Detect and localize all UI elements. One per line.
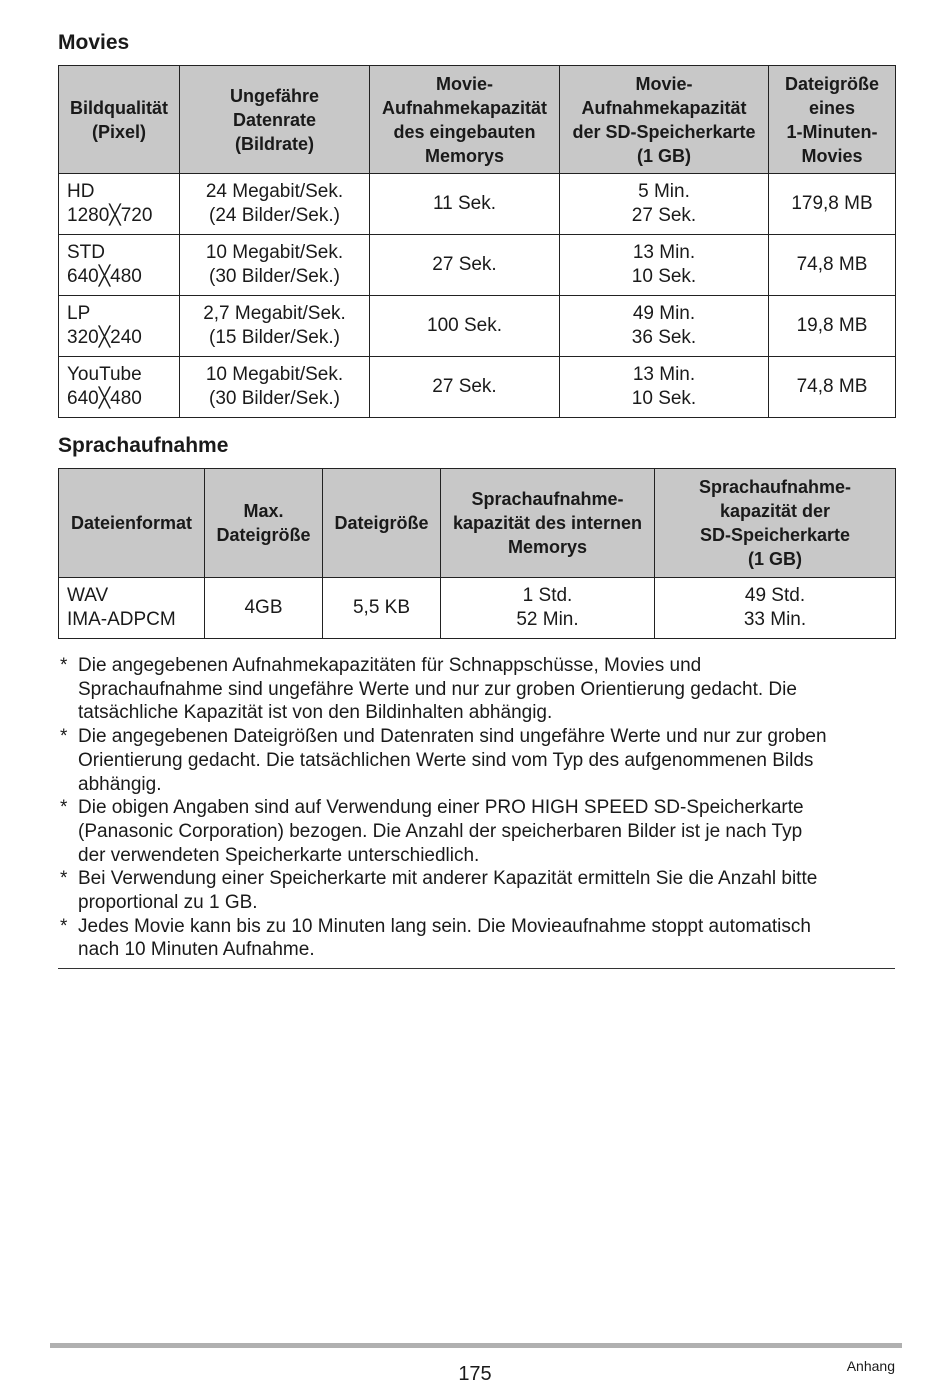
header-line: Max. (243, 501, 284, 521)
cell-line: 179,8 MB (791, 193, 873, 214)
header-line: der SD-Speicherkarte (572, 121, 756, 142)
footnote-marker: * (60, 915, 68, 937)
column-header (180, 66, 370, 174)
header-line: Movie- (435, 73, 493, 94)
table-cell (180, 235, 370, 296)
header-line: Dateigröße (216, 525, 311, 545)
table-header-row (59, 469, 896, 578)
table-cell (560, 357, 769, 418)
column-header (205, 469, 323, 578)
table-header-row (59, 66, 896, 174)
section-label: Anhang (846, 1358, 895, 1374)
header-line: (Bildrate) (234, 133, 314, 154)
cell-line: 36 Sek. (631, 327, 697, 348)
cell-line: LP (67, 303, 91, 324)
header-line: Aufnahmekapazität (581, 97, 747, 118)
cell-line: 10 Sek. (631, 266, 697, 287)
cell-line: 13 Min. (632, 364, 696, 385)
table-cell (59, 296, 180, 357)
cell-line: 10 Megabit/Sek. (205, 242, 344, 263)
sprachaufnahme-table (58, 468, 896, 639)
footnote-marker: * (60, 868, 68, 890)
table-cell (180, 357, 370, 418)
cell-line: WAV (67, 585, 109, 606)
table-row (59, 578, 896, 639)
cell-line: 33 Min. (743, 609, 807, 630)
header-line: (1 GB) (637, 145, 691, 166)
cell-line: 27 Sek. (631, 205, 697, 226)
cell-line: 19,8 MB (796, 315, 868, 336)
header-line: 1-Minuten- (786, 121, 878, 142)
cell-line: 49 Min. (632, 303, 696, 324)
cell-line: 5 Min. (638, 181, 690, 202)
footnote-line: Jedes Movie kann bis zu 10 Minuten lang sein. Die Movieaufnahme stoppt automatisch (78, 915, 811, 937)
column-header (441, 469, 655, 578)
footnote-marker: * (60, 726, 68, 748)
table-cell (323, 578, 441, 639)
footnote-line: Orientierung gedacht. Die tatsächlichen Werte sind vom Typ des aufgenommenen Bilds (78, 749, 814, 771)
footnote-line: Die angegebenen Dateigrößen und Datenraten sind ungefähre Werte und nur zur groben (78, 726, 827, 748)
footnote-line: abhängig. (78, 773, 162, 795)
cell-line: 1 Std. (522, 585, 573, 606)
table-cell (560, 235, 769, 296)
header-line: des eingebauten (393, 121, 536, 142)
sprachaufnahme-heading: Sprachaufnahme (58, 434, 229, 457)
column-header (323, 469, 441, 578)
header-line: Memorys (424, 145, 505, 166)
cell-line: 49 Std. (744, 585, 806, 606)
cell-line: 74,8 MB (796, 376, 868, 397)
cell-line: 10 Megabit/Sek. (205, 364, 344, 385)
table-cell (59, 578, 205, 639)
table-cell (441, 578, 655, 639)
table-cell (205, 578, 323, 639)
footnotes-list (58, 654, 895, 962)
column-header (59, 66, 180, 174)
footnote-line: der verwendeten Speicherkarte unterschiedlich. (78, 844, 480, 866)
cell-line: (30 Bilder/Sek.) (209, 388, 340, 409)
header-line: Datenrate (232, 109, 317, 130)
table-row (59, 296, 896, 357)
cell-line: 27 Sek. (432, 254, 497, 275)
header-line: (1 GB) (748, 549, 802, 569)
footnote (58, 725, 895, 796)
column-header (370, 66, 560, 174)
table-row (59, 357, 896, 418)
header-line: Sprachaufnahme- (471, 489, 624, 509)
table-cell (370, 174, 560, 235)
cell-line: 5,5 KB (352, 597, 411, 618)
footnote-line: Die angegebenen Aufnahmekapazitäten für Schnappschüsse, Movies und (78, 655, 702, 676)
table-cell (180, 174, 370, 235)
header-line: eines (808, 97, 856, 118)
footnote-marker: * (60, 797, 68, 819)
cell-line: (15 Bilder/Sek.) (209, 327, 340, 348)
table-cell (370, 357, 560, 418)
cell-line: STD (67, 242, 105, 263)
footnote (58, 654, 895, 725)
table-row (59, 174, 896, 235)
movies-heading: Movies (58, 31, 130, 54)
header-line: (Pixel) (91, 121, 147, 142)
cell-line: IMA-ADPCM (67, 609, 176, 630)
cell-line: 74,8 MB (796, 254, 868, 275)
header-line: Dateienformat (70, 513, 193, 533)
header-line: kapazität des internen (452, 513, 643, 533)
table-cell (59, 235, 180, 296)
header-line: Movie- (635, 73, 693, 94)
table-cell (560, 296, 769, 357)
cell-line: 100 Sek. (427, 315, 502, 336)
table-cell (59, 174, 180, 235)
cell-line: 10 Sek. (631, 388, 697, 409)
header-line: Memorys (507, 537, 588, 557)
table-cell (560, 174, 769, 235)
table-cell (769, 174, 896, 235)
cell-line: 52 Min. (516, 609, 579, 630)
cell-line: 11 Sek. (432, 193, 497, 214)
cell-line: HD (67, 181, 95, 202)
footnote-line: tatsächliche Kapazität ist von den Bildinhalten abhängig. (78, 702, 553, 724)
page-number: 175 (458, 1363, 492, 1385)
header-line: Bildqualität (70, 97, 168, 118)
table-cell (769, 235, 896, 296)
cell-line: (24 Bilder/Sek.) (209, 205, 340, 226)
cell-line: (30 Bilder/Sek.) (209, 266, 340, 287)
footnote-line: nach 10 Minuten Aufnahme. (78, 939, 315, 961)
footnote (58, 796, 895, 867)
cell-line: 4GB (244, 597, 283, 618)
cell-line: YouTube (67, 364, 142, 385)
cell-line: 1280╳720 (67, 205, 153, 226)
column-header (59, 469, 205, 578)
cell-line: 24 Megabit/Sek. (205, 181, 344, 202)
table-row (59, 235, 896, 296)
footnote-line: Die obigen Angaben sind auf Verwendung einer PRO HIGH SPEED SD-Speicherkarte (78, 797, 804, 819)
divider (58, 968, 895, 969)
footnote-marker: * (60, 655, 68, 676)
footnote-line: Sprachaufnahme sind ungefähre Werte und nur zur groben Orientierung gedacht. Die (78, 678, 797, 700)
header-line: SD-Speicherkarte (699, 525, 851, 545)
footnote-line: (Panasonic Corporation) bezogen. Die Anzahl der speicherbaren Bilder ist je nach Typ (78, 820, 803, 842)
cell-line: 640╳480 (67, 266, 142, 287)
table-cell (180, 296, 370, 357)
table-cell (370, 235, 560, 296)
table-cell (769, 357, 896, 418)
header-line: Dateigröße (334, 513, 429, 533)
footnote (58, 867, 895, 914)
header-line: Movies (801, 145, 863, 166)
cell-line: 320╳240 (67, 327, 142, 348)
table-cell (769, 296, 896, 357)
header-line: Sprachaufnahme- (698, 477, 852, 497)
footer-bar (50, 1343, 902, 1348)
header-line: Ungefähre (229, 85, 319, 106)
footnote-line: Bei Verwendung einer Speicherkarte mit anderer Kapazität ermitteln Sie die Anzahl bitte (78, 868, 818, 890)
cell-line: 27 Sek. (432, 376, 497, 397)
header-line: Dateigröße (784, 73, 880, 94)
column-header (655, 469, 896, 578)
footnote-line: proportional zu 1 GB. (78, 892, 258, 914)
table-cell (655, 578, 896, 639)
cell-line: 2,7 Megabit/Sek. (203, 303, 346, 324)
column-header (560, 66, 769, 174)
header-line: Aufnahmekapazität (381, 97, 548, 118)
cell-line: 640╳480 (67, 388, 142, 409)
movies-table (58, 65, 896, 418)
column-header (769, 66, 896, 174)
table-cell (59, 357, 180, 418)
header-line: kapazität der (719, 501, 831, 521)
table-cell (370, 296, 560, 357)
cell-line: 13 Min. (632, 242, 696, 263)
footnote (58, 915, 895, 962)
